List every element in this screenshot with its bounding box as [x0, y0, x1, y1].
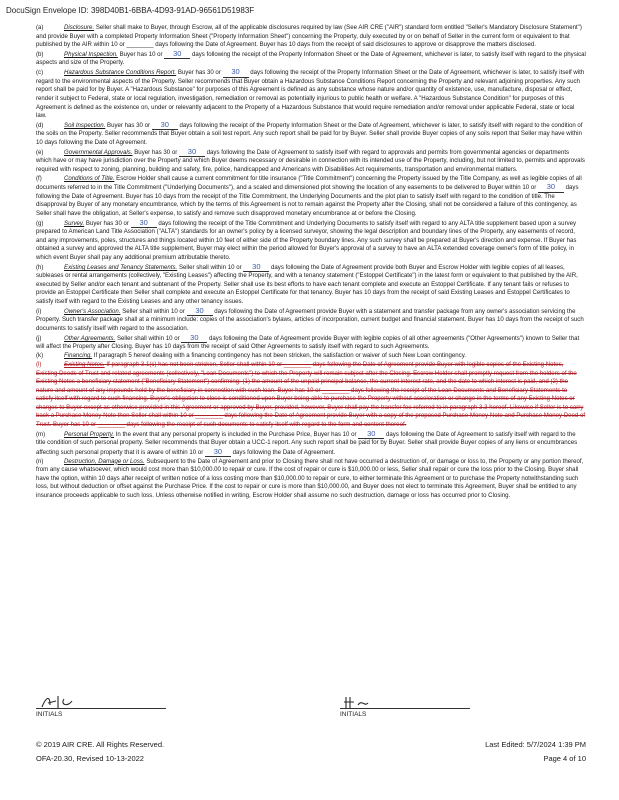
paragraph-tag: (n) — [36, 457, 44, 465]
paragraph-tag: (a) — [36, 24, 44, 31]
paragraph-tag: (i) — [36, 307, 42, 315]
paragraph-text: Buyer has 30 or — [134, 148, 179, 156]
docusign-envelope-id: DocuSign Envelope ID: 398D40B1-6BBA-4D93-91AD-96561D51983F — [6, 6, 255, 15]
initials-line-left — [36, 708, 166, 709]
paragraph-text: days following the Date of Agreement. Buyer has 10 days from the receipt of the Title Commitment, the Underlying Documents and the plot plan to satisfy itself with regard to the condition of title. The disapproval by Buyer of any monetary encumbrance, which by the terms of this Agreement is not to remain against the Property after the Closing, shall not be considered a failure of this contingency, as Seller shall have the obligation, at Seller's expense, to satisfy and remove such disapproved monetary encumbrance at or before the Closing. — [36, 184, 579, 217]
paragraph-text: Seller shall within 10 or — [116, 334, 182, 342]
paragraph-title: Physical Inspection. — [64, 50, 118, 58]
paragraph-g — [36, 219, 586, 263]
paragraph-tag: (k) — [36, 352, 44, 360]
paragraph-m — [36, 430, 586, 458]
paragraph-title: Owner's Association. — [64, 307, 121, 315]
paragraph-k — [36, 352, 586, 361]
paragraph-tag: (e) — [36, 148, 44, 156]
paragraph-d — [36, 121, 586, 148]
paragraph-text: If paragraph 5 hereof dealing with a financing contingency has not been stricken, the satisfaction or waiver of such New Loan contingency. — [93, 352, 466, 360]
paragraph-tag: (j) — [36, 334, 42, 342]
days-field[interactable]: 30 — [131, 219, 157, 229]
days-field[interactable]: 30 — [164, 50, 190, 60]
paragraph-tag: (d) — [36, 121, 44, 129]
paragraph-n — [36, 458, 586, 501]
paragraph-tag: (l) — [36, 361, 42, 369]
paragraph-title: Destruction, Damage or Loss. — [64, 457, 145, 465]
paragraph-h — [36, 263, 586, 307]
paragraph-j — [36, 334, 586, 352]
days-field[interactable]: 30 — [179, 148, 205, 158]
paragraph-text: days following the Date of Agreement to satisfy itself with regard to approvals and permits from governmental agencies or departments which have or may have jurisdiction over the Property and which Buyer deems necessary or desirable in connection with its intended use of the Property, including, but not limited to, permits and approvals required with respect to zoning, planning, building and safety, fire, police, handicapped and Americans with Disabilities Act requirements, transportation and environmental matters. — [36, 148, 585, 173]
page-number-text: Page 4 of 10 — [543, 754, 586, 763]
paragraph-f — [36, 175, 586, 219]
days-field[interactable]: 30 — [152, 121, 178, 131]
footer-row-1 — [36, 740, 586, 749]
days-field[interactable]: 30 — [538, 183, 564, 193]
paragraph-tag: (b) — [36, 50, 44, 58]
paragraph-text: days following the Date of Agreement provide both Buyer and Escrow Holder with legible copies of all leases, subleases or rental arrangements (collectively, "Existing Leases") affecting the Property, and with a tenancy statement ("Estoppel Certificate") in the latest form or equivalent to that published by the AIR, executed by Seller and/or each tenant and subtenant of the Property. Seller shall use its best efforts to have each tenant complete and execute an Estoppel Certificate. If any tenant fails or refuses to provide an Estoppel Certificate then Seller shall complete and execute an Estoppel Certificate for that tenancy. Buyer has 10 days from the receipt of said Existing Leases and Estoppel Certificates to satisfy itself with regard to the Existing Leases and any other tenancy issues. — [36, 263, 578, 306]
initials-label-left: INITIALS — [36, 711, 63, 718]
last-edited-text: Last Edited: 5/7/2024 1:39 PM — [485, 740, 586, 749]
paragraph-text: Buyer has 30 or — [177, 69, 223, 77]
paragraph-tag: (g) — [36, 219, 44, 227]
paragraph-title: Existing Notes. — [64, 361, 105, 369]
paragraph-title: Soil Inspection. — [64, 121, 106, 129]
paragraph-tag: (m) — [36, 430, 46, 438]
paragraph-text: days following the receipt of the Property Information Sheet or the Date of Agreement, whichever is later, to satisfy itself with regard to the environmental aspects of the Property. Seller recommends that Buyer obtain a Hazardous Substance Conditions Report concerning the Property and relevant adjoining properties. Any such report shall be paid for by Buyer. A "Hazardous Substance" for purposes of this Agreement is defined as any substance whose nature and/or quantity of existence, use, manufacture, disposal or effect, render it subject to Federal, state or local regulation, investigation, remediation or removal as potentially injurious to public health or welfare. A "Hazardous Substance Condition" for purposes of this Agreement is defined as the existence on, under or relevantly adjacent to the Property of a Hazardous Substance that would require remediation and/or removal under applicable Federal, state or local law. — [36, 69, 585, 120]
initials-line-right — [340, 708, 470, 709]
paragraph-text: days following the receipt of the Property Information Sheet or the Date of Agreement, whichever is later, to satisfy itself with regard to the condition of the soils on the Property. Seller recommends that Buyer obtain a soil test report. Any such report shall be paid for by Buyer. Seller shall provide Buyer copies of any soils report that Seller may have within 10 days following the Date of Agreement. — [36, 121, 583, 146]
paragraph-title: Disclosure. — [64, 24, 95, 31]
footer-row-2 — [36, 754, 586, 763]
paragraph-text: If paragraph 3.1(c) has not been stricken, Seller shall within 10 or ________ days following the Date of Agreement provide Buyer with legible copies of the Existing Notes, Existing Deeds of Trust and related agreements (collectively, "Loan Documents") to which the Property will remain subject after the Closing. Escrow Holder shall promptly request from the holders of the Existing Notes a beneficiary statement ("Beneficiary Statement") confirming: (1) the amount of the unpaid principal balance, the current interest rate, and the date to which interest is paid, and (2) the nature and amount of any impounds held by the beneficiary in connection with such loan. Buyer has 10 or ________ days following the receipt of the Loan Documents and Beneficiary Statements to satisfy itself with regard to such financing. Buyer's obligation to close is conditioned upon Buyer being able to purchase the Property without acceleration or change in the terms of any Existing Notes or charges to Buyer except as otherwise provided in this Agreement or approved by Buyer, provided, however, Buyer shall pay the transfer fee referred to in paragraph 3.3 hereof. Likewise if Seller is to carry back a Purchase Money Note then Seller shall within 10 or ________ days following the Date of Agreement provide Buyer with a copy of the proposed Purchase Money Note and Purchase Money Deed of Trust. Buyer has 10 or ________ days following the receipt of such documents to satisfy itself with regard to the form and content thereof. — [36, 361, 586, 428]
paragraph-text: In the event that any personal property is included in the Purchase Price, Buyer has 10 or — [115, 430, 359, 438]
paragraph-title: Personal Property. — [64, 430, 115, 438]
paragraph-text: days following the receipt of the Title Commitment and Underlying Documents to satisfy itself with regard to any ALTA title supplement based upon a survey prepared to American Land Title Association ("ALTA") standards for an owner's policy by a licensed surveyor, showing the legal description and boundary lines of the Property, any easements of record, and any improvements, poles, structures and things located within 10 feet of either side of the Property boundary lines. Any such survey shall be prepared at Buyer's direction and expense. If Buyer has obtained a survey and approved the ALTA title supplement, Buyer may elect within the period allowed for Buyer's approval of a survey to have an ALTA extended coverage owner's form of title policy, in which event Buyer shall pay any additional premium attributable thereto. — [36, 219, 577, 261]
days-field[interactable]: 30 — [181, 334, 207, 344]
days-field[interactable]: 30 — [187, 307, 213, 317]
paragraph-i — [36, 307, 586, 334]
paragraph-title: Hazardous Substance Conditions Report. — [64, 69, 177, 77]
paragraph-c — [36, 68, 586, 120]
paragraph-tag: (h) — [36, 263, 44, 271]
initials-right[interactable] — [340, 708, 490, 718]
paragraph-text: Seller shall make to Buyer, through Escrow, all of the applicable disclosures required by law (See AIR CRE ("AIR") standard form entitled "Seller's Mandatory Disclosure Statement") and provide Buyer with a completed Property Information Sheet ("Property Information Sheet") concerning the Property, duly executed by or on behalf of Seller in the current form or equivalent to that published by the AIR within 10 or ________ days following the Date of Agreement. Buyer has 10 days from the receipt of said disclosures to approve or disapprove the matters disclosed. — [36, 24, 582, 49]
paragraph-text: days following the receipt of the Property Information Sheet or the Date of Agreement, whichever is later, to satisfy itself with regard to the physical aspects and size of the Property. — [36, 50, 586, 67]
days-field[interactable]: 30 — [243, 263, 269, 273]
paragraph-title: Financing. — [64, 352, 93, 360]
paragraph-text: Buyer has 30 or — [107, 121, 152, 129]
copyright-text: © 2019 AIR CRE. All Rights Reserved. — [36, 740, 165, 749]
paragraph-text: Seller shall within 10 or — [178, 263, 244, 271]
paragraph-text: days following the Date of Agreement provide Buyer with a statement and transfer package from any owner's association servicing the Property. Such transfer package shall at a minimum include: copies of the association's bylaws, articles of incorporation, current budget and financial statement. Buyer has 10 days from the receipt of such documents to satisfy itself with regard to the association. — [36, 307, 584, 332]
paragraph-text: Buyer has 30 or — [85, 219, 131, 227]
initials-left[interactable] — [36, 708, 186, 718]
paragraph-title: Survey. — [64, 219, 85, 227]
paragraph-tag: (f) — [36, 174, 42, 182]
document-body — [36, 24, 586, 501]
paragraph-text: Seller shall within 10 or — [122, 307, 187, 315]
days-field[interactable]: 30 — [205, 448, 231, 458]
paragraph-text: days following the Date of Agreement to satisfy itself with regard to the title condition of such personal property. Seller recommends that Buyer obtain a UCC-1 report. Any such report shall be paid for by Buyer. Seller shall provide Buyer copies of any liens or encumbrances affecting such personal property that it is aware of within 10 or — [36, 430, 578, 456]
days-field[interactable]: 30 — [358, 430, 384, 440]
paragraph-text: Subsequent to the Date of Agreement and prior to Closing there shall not have occurred a destruction of, or damage or loss to, the Property or any portion thereof, from any cause whatsoever, which would cost more than $10,000.00 to repair or cure. If the cost of repair or cure is $10,000.00 or less, Seller shall repair or cure the loss prior to the Closing. Buyer shall have the option, within 10 days after receipt of written notice of a loss costing more than $10,000.00 to repair or cure, to either terminate this Agreement or to purchase the Property notwithstanding such loss, but without deduction or offset against the Purchase Price. If the cost to repair or cure is more than $10,000.00, and Buyer does not elect to terminate this Agreement, Buyer shall be entitled to any insurance proceeds applicable to such loss. Unless otherwise notified in writing, Escrow Holder shall assume no such destruction, damage or loss has occurred prior to Closing. — [36, 457, 584, 499]
paragraph-e — [36, 148, 586, 175]
paragraph-text: days following the Date of Agreement provide Buyer with legible copies of all other agreements ("Other Agreements") known to Seller that will affect the Property after Closing. Buyer has 10 days from the receipt of said Other Agreements to satisfy itself with regard to such Agreements. — [36, 334, 580, 351]
paragraph-title: Other Agreements. — [64, 334, 116, 342]
signature-initials-left-icon — [38, 693, 78, 711]
paragraph-title: Governmental Approvals. — [64, 148, 133, 156]
initials-label-right: INITIALS — [340, 711, 367, 718]
signature-initials-right-icon — [340, 693, 380, 711]
paragraph-title: Existing Leases and Tenancy Statements. — [64, 263, 178, 271]
paragraph-title: Conditions of Title. — [64, 174, 115, 182]
paragraph-text: days following the Date of Agreement. — [230, 448, 336, 456]
paragraph-b — [36, 50, 586, 68]
paragraph-l — [36, 361, 586, 429]
paragraph-a — [36, 24, 586, 50]
form-id-text: OFA-20.30, Revised 10-13-2022 — [36, 754, 144, 763]
paragraph-tag: (c) — [36, 69, 44, 77]
days-field[interactable]: 30 — [223, 68, 249, 78]
paragraph-text: Buyer has 10 or — [119, 50, 165, 58]
paragraph-text: Escrow Holder shall cause a current commitment for title insurance ("Title Commitment") concerning the Property issued by the Title Company, as well as legible copies of all documents referred to in the Title Commitment ("Underlying Documents"), and a scaled and dimensioned plot showing the location of any easements to be delivered to Buyer within 10 or — [36, 174, 582, 192]
